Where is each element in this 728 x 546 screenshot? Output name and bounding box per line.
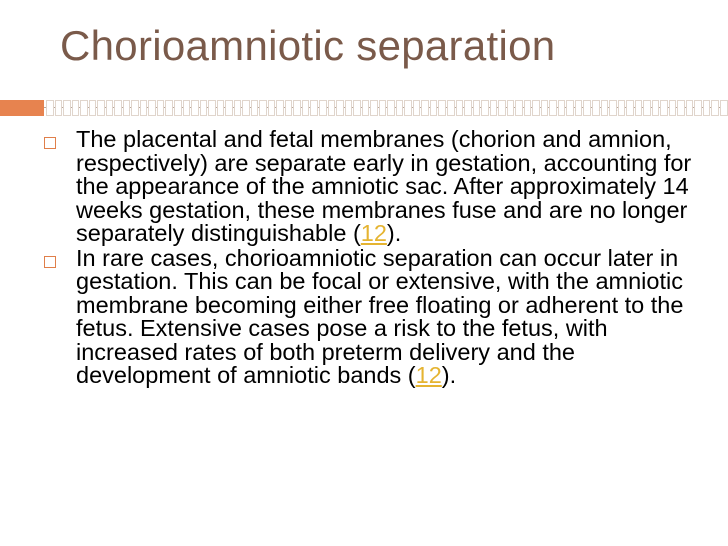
square-bullet-icon: [44, 137, 56, 149]
bullet-list: [44, 128, 704, 388]
bullet-item: [44, 244, 704, 388]
bullet-text: The placental and fetal membranes (chorion and amnion, respectively) are separate early in gestation, accounting for the appearance of the amniotic sac. After approximately 14 weeks gestation, these membranes fuse and are no longer separately distinguishable (: [76, 126, 692, 246]
title-divider-boxes: [46, 100, 728, 116]
bullet-suffix: ).: [386, 220, 402, 246]
reference-link[interactable]: 12: [415, 362, 442, 388]
bullet-text: In rare cases, chorioamniotic separation can occur later in gestation. This can be focal or extensive, with the amniotic membrane becoming either free floating or adherent to the fetus. Extensive cases pose a risk to the fetus, with increased rates of both preterm delivery and the development of amniotic bands (: [76, 244, 684, 388]
bullet-item: [44, 128, 704, 246]
bullet-suffix: ).: [441, 362, 457, 388]
square-bullet-icon: [44, 256, 56, 268]
slide-title: Chorioamniotic separation: [60, 22, 556, 69]
reference-link[interactable]: 12: [360, 220, 387, 246]
title-accent-bar: [0, 100, 44, 116]
